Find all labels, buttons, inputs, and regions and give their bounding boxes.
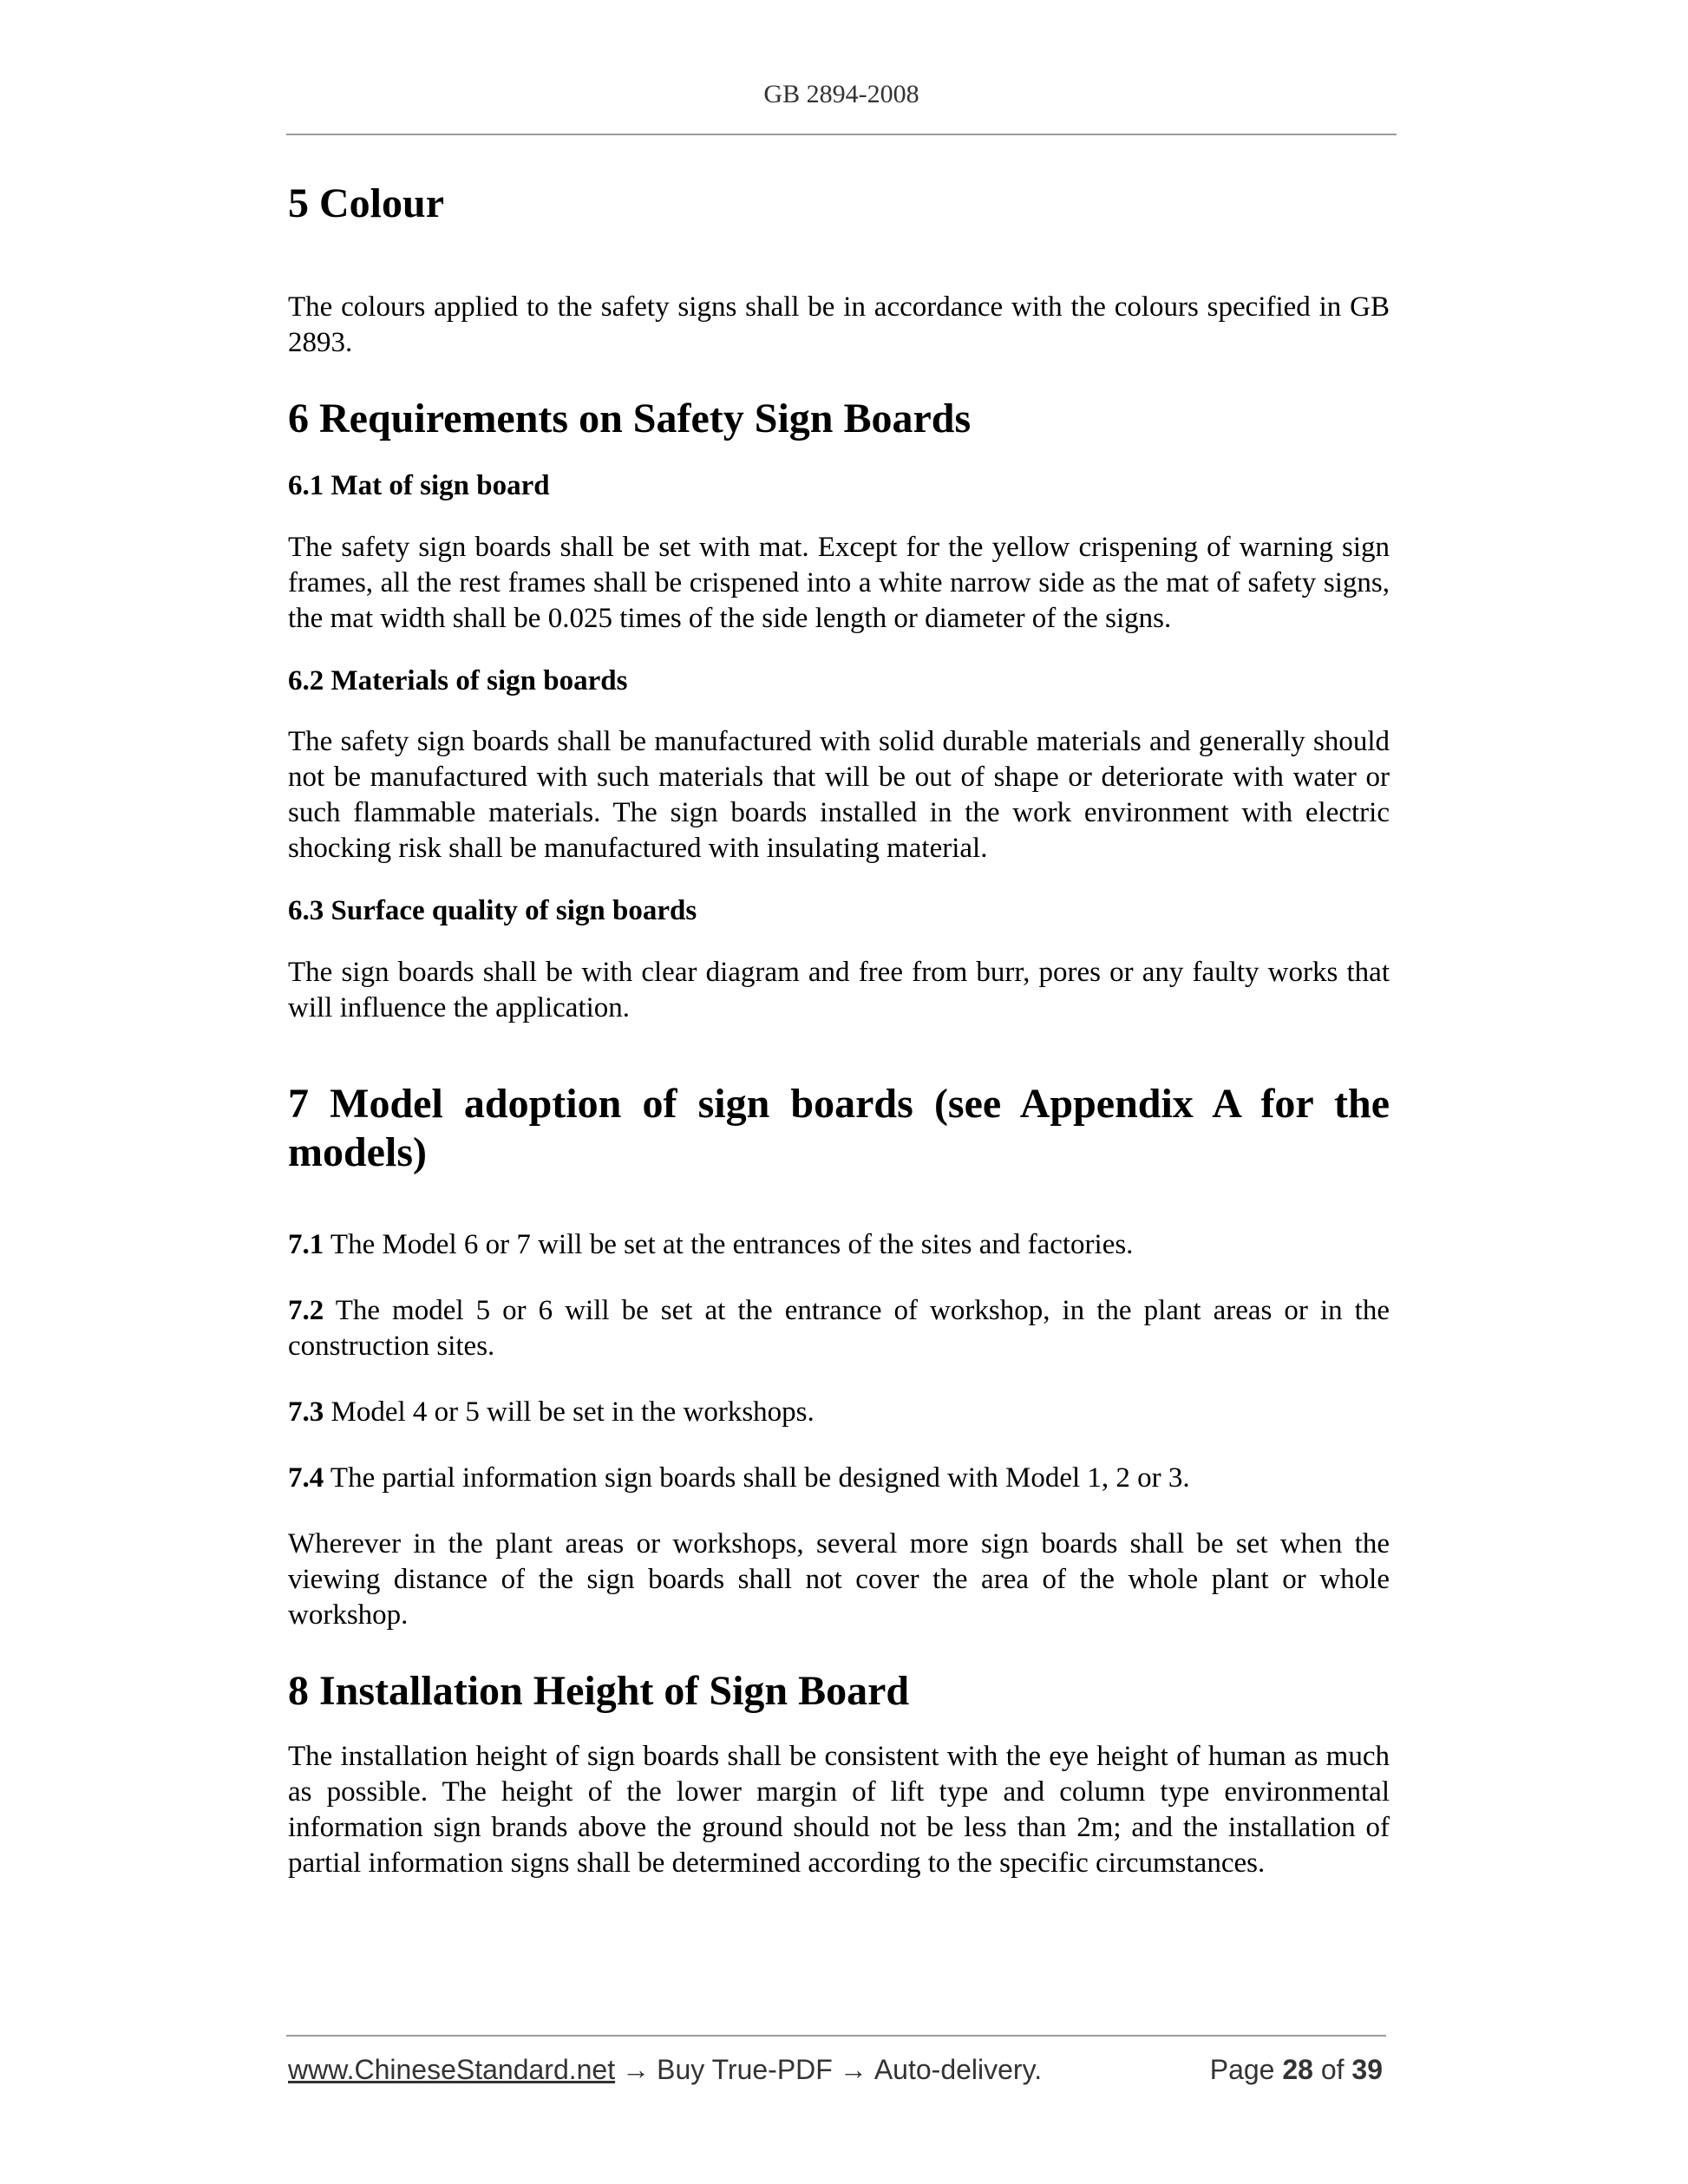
document-body [288,179,1390,1881]
header-divider [286,134,1397,135]
footer-promo [288,2054,1042,2086]
section-6-3-heading: 6.3 Surface quality of sign boards [288,895,697,927]
section-5-heading: 5 Colour [288,180,444,226]
section-7-closing-paragraph: Wherever in the plant areas or workshops, several more sign boards shall be set when the viewing distance of the sign boards shall not cover the area of the whole plant or whole workshop. [288,1527,1390,1631]
section-8-heading: 8 Installation Height of Sign Board [288,1667,910,1714]
section-7-item [288,1461,1390,1496]
section-8-paragraph: The installation height of sign boards shall be consistent with the eye height of human as much as possible. The height of the lower margin of lift type and column type environmental information sign brands above the ground should not be less than 2m; and the installation of partial information signs shall be determined according to the specific circumstances. [288,1740,1390,1879]
section-6-heading: 6 Requirements on Safety Sign Boards [288,395,972,441]
section-7-heading: 7 Model adoption of sign boards (see Appendix A for the models) [288,1080,1390,1175]
buy-pdf-text: Buy True-PDF [657,2054,833,2085]
footer-divider [286,2035,1386,2037]
section-6-2-heading: 6.2 Materials of sign boards [288,664,628,696]
auto-delivery-text: Auto-delivery. [873,2054,1043,2085]
page-of-label: of [1320,2054,1345,2085]
section-6-1-paragraph: The safety sign boards shall be set with mat. Except for the yellow crispening of warning sign frames, all the rest frames shall be crispened into a white narrow side as the mat of safety signs, the mat width shall be 0.025 times of the side length or diameter of the signs. [288,531,1390,634]
section-7-item [288,1395,1390,1430]
arrow-right-icon: → [839,2054,867,2085]
page-label: Page [1209,2054,1275,2085]
item-text: Model 4 or 5 will be set in the workshops. [330,1396,815,1428]
section-5-paragraph: The colours applied to the safety signs shall be in accordance with the colours specified in GB 2893. [288,291,1390,358]
item-text: The model 5 or 6 will be set at the entrance of workshop, in the plant areas or in the construction sites. [288,1294,1390,1362]
page-header-title: GB 2894-2008 [763,80,919,108]
item-text: The partial information sign boards shall be designed with Model 1, 2 or 3. [330,1461,1190,1494]
page-total: 39 [1351,2054,1383,2085]
page-footer [288,2054,1383,2086]
arrow-right-icon: → [622,2054,651,2085]
website-link[interactable]: www.ChineseStandard.net [288,2054,616,2085]
item-number: 7.3 [288,1396,324,1428]
item-number: 7.2 [288,1294,324,1326]
item-text: The Model 6 or 7 will be set at the entrances of the sites and factories. [330,1228,1134,1260]
section-6-1-heading: 6.1 Mat of sign board [288,470,550,502]
section-6-2-paragraph: The safety sign boards shall be manufactured with solid durable materials and generally should not be manufactured with such materials that will be out of shape or deteriorate with water or such flammable materials. The sign boards installed in the work environment with electric shocking risk shall be manufactured with insulating material. [288,726,1390,865]
item-number: 7.4 [288,1461,324,1494]
page-number [1210,2054,1383,2086]
item-number: 7.1 [288,1228,324,1260]
section-6-3-paragraph: The sign boards shall be with clear diagram and free from burr, pores or any faulty works that will influence the application. [288,956,1390,1023]
section-7-item [288,1293,1390,1364]
section-7-item [288,1227,1390,1263]
page-current: 28 [1282,2054,1313,2085]
